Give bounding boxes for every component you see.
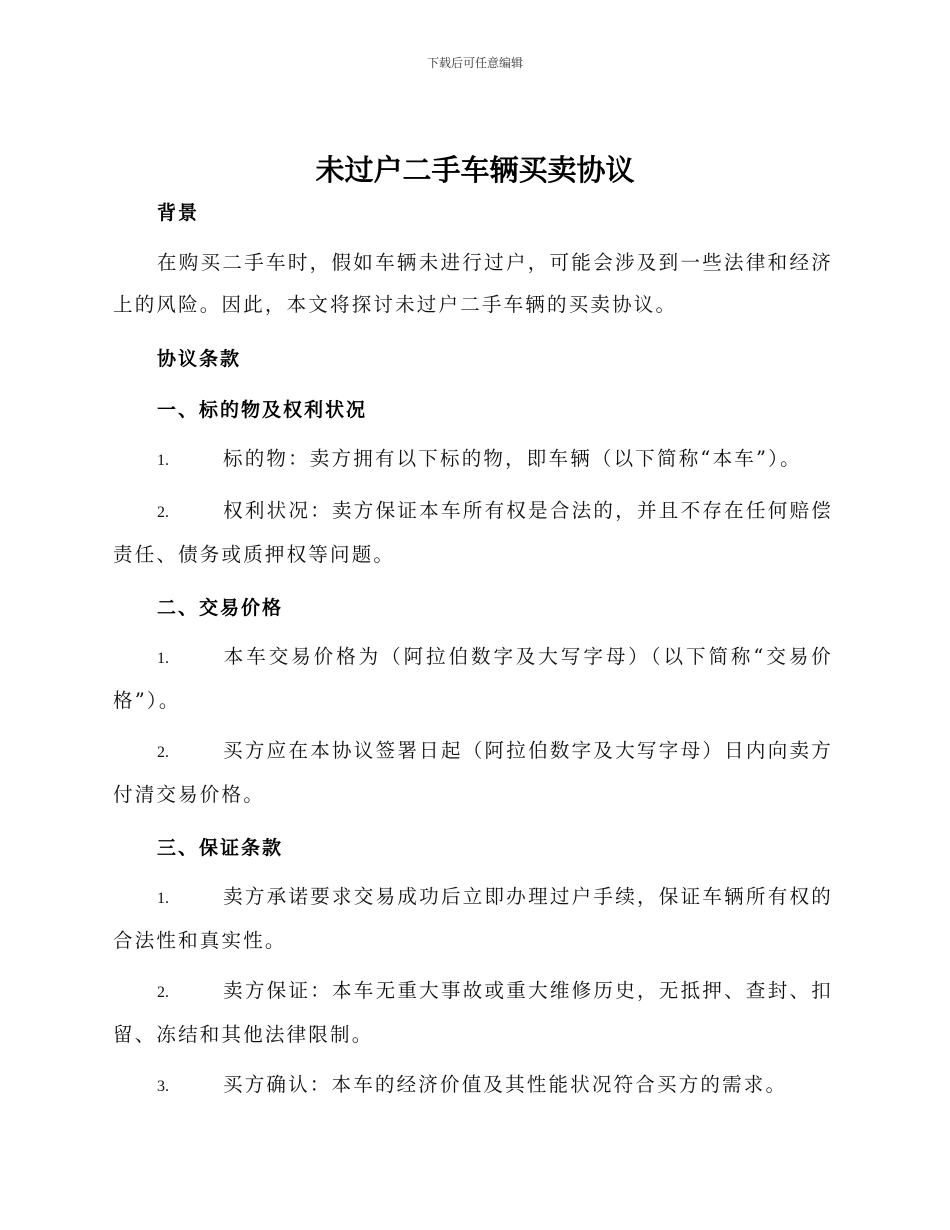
- page-header-note: 下载后可任意编辑: [426, 56, 523, 70]
- list-number: 2.: [157, 504, 169, 521]
- list-item-text: 卖方承诺要求交易成功后立即办理过户手续，保证车辆所有权的合法性和真实性。: [113, 885, 833, 952]
- list-item-text: 本车交易价格为（阿拉伯数字及大写字母）（以下简称“交易价格”）。: [113, 645, 833, 712]
- list-item-text: 标的物：卖方拥有以下标的物，即车辆（以下简称“本车”）。: [223, 447, 802, 470]
- section3-item-3: [113, 1064, 833, 1108]
- list-number: 1.: [157, 650, 169, 667]
- list-item-text: 权利状况：卖方保证本车所有权是合法的，并且不存在任何赔偿责任、债务或质押权等问题。: [113, 499, 833, 566]
- background-heading: 背景: [157, 202, 200, 224]
- section1-heading: 一、标的物及权利状况: [157, 399, 368, 421]
- document-title: 未过户二手车辆买卖协议: [315, 153, 635, 187]
- section2-item-2: [113, 730, 833, 816]
- list-number: 1.: [157, 890, 169, 907]
- section2-item-1: [113, 636, 833, 722]
- list-number: 3.: [157, 1078, 169, 1095]
- section3-item-2: [113, 970, 833, 1056]
- list-item-text: 买方确认：本车的经济价值及其性能状况符合买方的需求。: [223, 1073, 788, 1096]
- list-item-text: 买方应在本协议签署日起（阿拉伯数字及大写字母）日内向卖方付清交易价格。: [113, 739, 833, 806]
- list-number: 1.: [157, 452, 169, 469]
- section1-item-1: [113, 438, 833, 482]
- list-number: 2.: [157, 984, 169, 1001]
- section2-heading: 二、交易价格: [157, 597, 284, 619]
- list-item-text: 卖方保证：本车无重大事故或重大维修历史，无抵押、查封、扣留、冻结和其他法律限制。: [113, 979, 833, 1046]
- list-number: 2.: [157, 744, 169, 761]
- section3-item-1: [113, 876, 833, 962]
- section3-heading: 三、保证条款: [157, 837, 284, 859]
- section1-item-2: [113, 490, 833, 576]
- terms-heading: 协议条款: [157, 348, 242, 370]
- background-paragraph: 在购买二手车时，假如车辆未进行过户，可能会涉及到一些法律和经济上的风险。因此，本文将探讨未过户二手车辆的买卖协议。: [113, 251, 833, 316]
